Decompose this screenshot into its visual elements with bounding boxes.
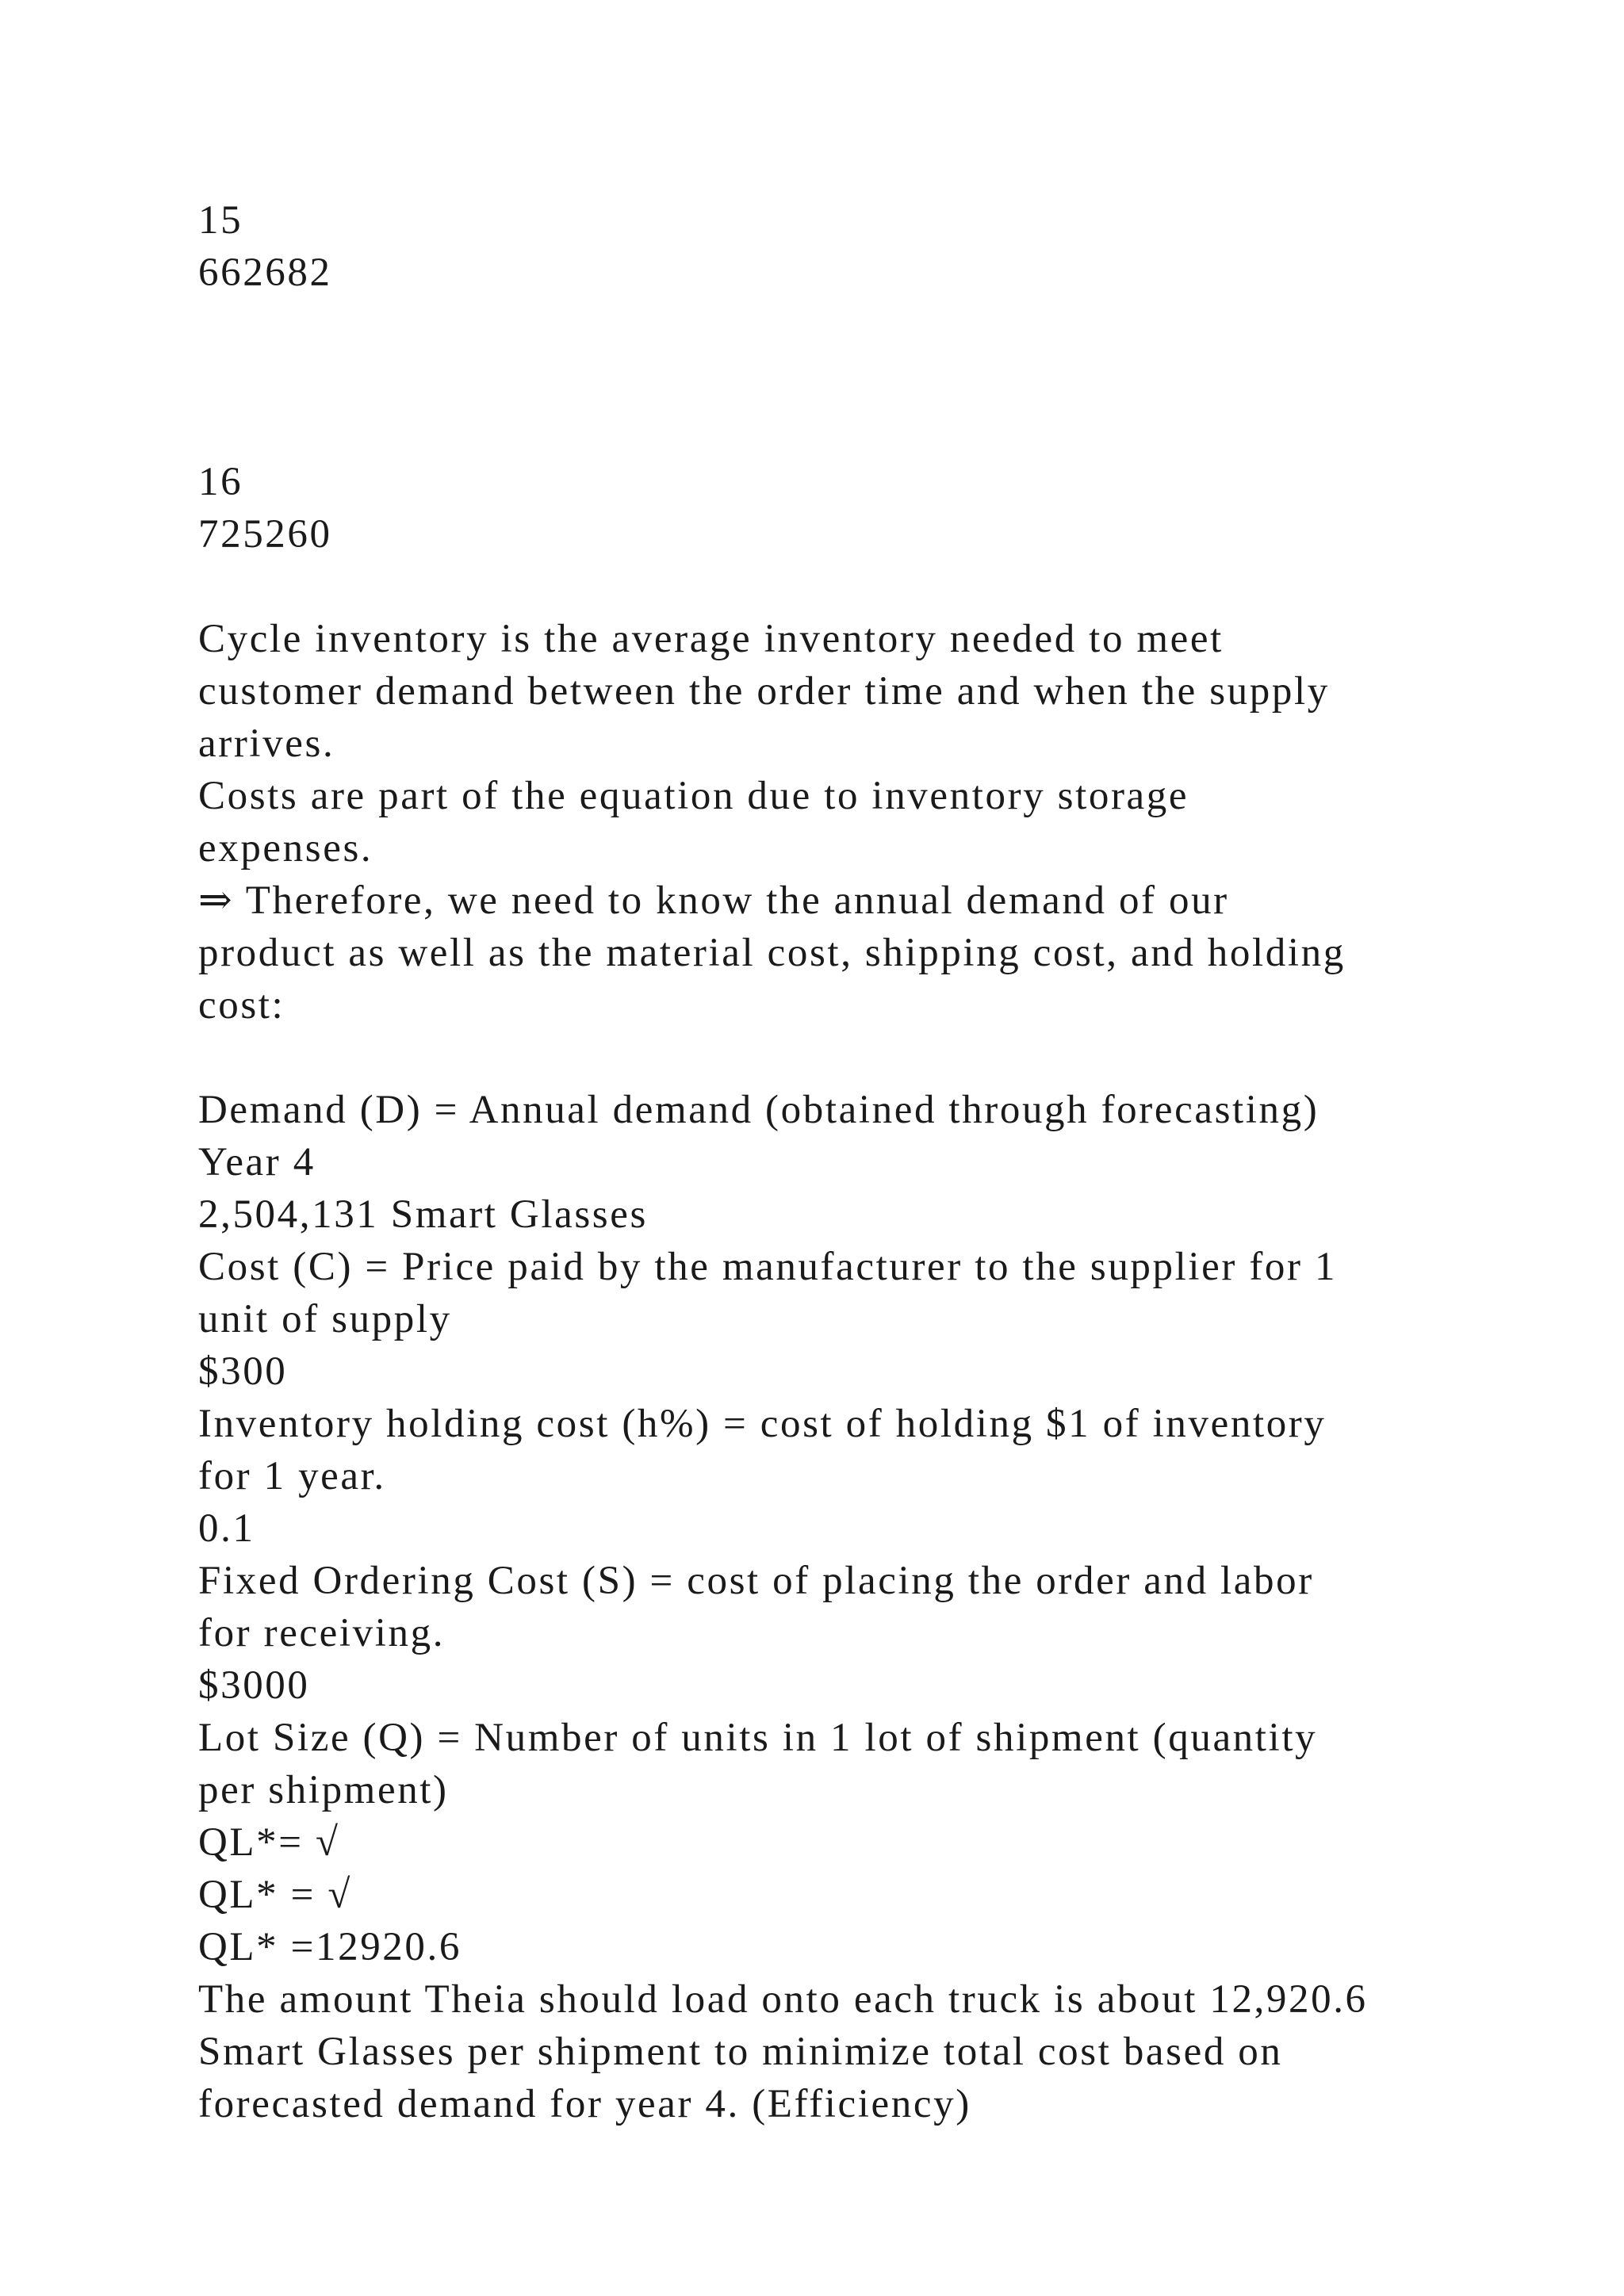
row-value-15: 662682 bbox=[198, 251, 332, 295]
blank-line bbox=[198, 561, 1507, 613]
formula-result: QL* =12920.6 bbox=[198, 1925, 462, 1969]
holding-cost-definition: Inventory holding cost (h%) = cost of holding $1 of inventory bbox=[198, 1402, 1327, 1446]
paragraph-line: expenses. bbox=[198, 826, 373, 871]
document-body bbox=[198, 194, 1507, 2130]
blank-line bbox=[198, 1031, 1507, 1084]
cost-definition: Cost (C) = Price paid by the manufacturer to the supplier for 1 bbox=[198, 1245, 1338, 1289]
ordering-cost-definition: Fixed Ordering Cost (S) = cost of placing the order and labor bbox=[198, 1559, 1314, 1603]
paragraph-line: Cycle inventory is the average inventory needed to meet bbox=[198, 617, 1224, 661]
holding-cost-value: 0.1 bbox=[198, 1506, 255, 1551]
blank-line bbox=[198, 351, 1507, 404]
paragraph-line: ⇒ Therefore, we need to know the annual demand of our bbox=[198, 878, 1229, 923]
conclusion-line: forecasted demand for year 4. (Efficiency) bbox=[198, 2082, 971, 2126]
demand-definition: Demand (D) = Annual demand (obtained through forecasting) bbox=[198, 1088, 1320, 1132]
lot-size-definition: Lot Size (Q) = Number of units in 1 lot of shipment (quantity bbox=[198, 1716, 1318, 1760]
demand-value: 2,504,131 Smart Glasses bbox=[198, 1192, 648, 1237]
formula-line: QL*= √ bbox=[198, 1820, 340, 1865]
ordering-cost-definition-cont: for receiving. bbox=[198, 1611, 446, 1655]
blank-line bbox=[198, 299, 1507, 351]
paragraph-line: arrives. bbox=[198, 721, 335, 766]
cost-definition-cont: unit of supply bbox=[198, 1297, 452, 1341]
paragraph-line: customer demand between the order time and when the supply bbox=[198, 669, 1330, 714]
row-value-16: 725260 bbox=[198, 512, 332, 557]
blank-line bbox=[198, 404, 1507, 456]
row-number-16: 16 bbox=[198, 460, 243, 504]
formula-line: QL* = √ bbox=[198, 1873, 352, 1917]
demand-year: Year 4 bbox=[198, 1140, 316, 1184]
conclusion-line: Smart Glasses per shipment to minimize total cost based on bbox=[198, 2030, 1283, 2074]
paragraph-line: cost: bbox=[198, 983, 285, 1027]
holding-cost-definition-cont: for 1 year. bbox=[198, 1454, 386, 1498]
row-number-15: 15 bbox=[198, 198, 243, 243]
cost-value: $300 bbox=[198, 1349, 288, 1394]
ordering-cost-value: $3000 bbox=[198, 1663, 310, 1708]
conclusion-line: The amount Theia should load onto each truck is about 12,920.6 bbox=[198, 1977, 1368, 2022]
lot-size-definition-cont: per shipment) bbox=[198, 1768, 449, 1812]
paragraph-line: Costs are part of the equation due to inventory storage bbox=[198, 774, 1189, 818]
paragraph-line: product as well as the material cost, shipping cost, and holding bbox=[198, 931, 1346, 975]
